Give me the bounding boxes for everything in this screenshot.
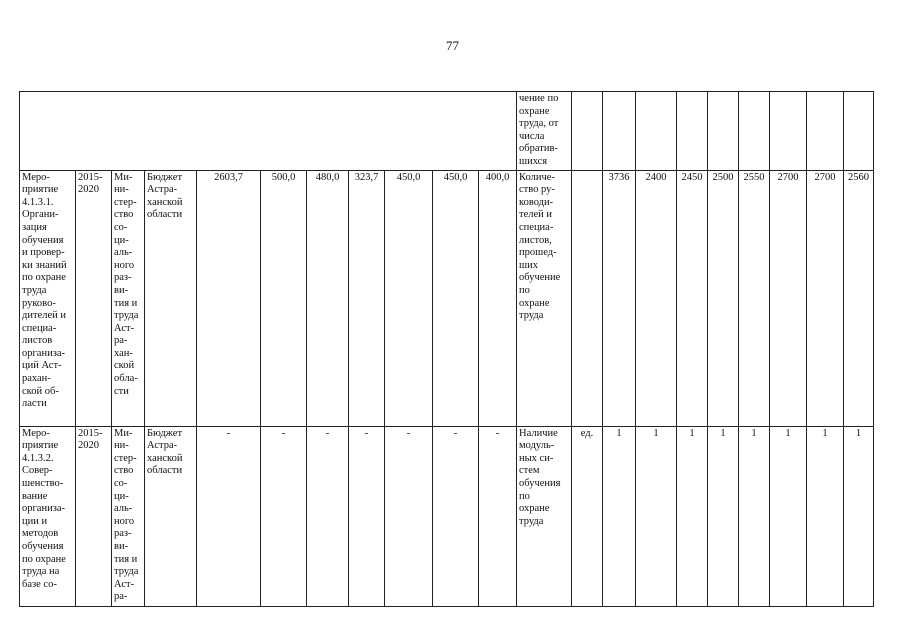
measure-cell: Меро- приятие 4.1.3.1. Органи- зация обучения и провер- ки знаний по охране труда руково- дителей и специа- листов организа- ций Аст- рахан- ской об- ласти [20, 170, 76, 426]
target-cell [603, 92, 636, 171]
target-cell: 2700 [770, 170, 807, 426]
target-cell: 1 [603, 426, 636, 606]
target-cell: 1 [807, 426, 844, 606]
source-cell: Бюджет Астра- ханской области [145, 170, 197, 426]
table-row [20, 170, 874, 426]
amount-cell: 450,0 [433, 170, 479, 426]
indicator-cell: Количе- ство ру- ководи- телей и специа- листов, прошед- ших обучение по охране труда [517, 170, 572, 426]
amount-cell: 450,0 [385, 170, 433, 426]
amount-cell: - [385, 426, 433, 606]
amount-cell: - [307, 426, 349, 606]
target-cell [739, 92, 770, 171]
target-cell: 1 [677, 426, 708, 606]
target-cell [677, 92, 708, 171]
page-number: 77 [446, 38, 459, 53]
amount-cell: - [349, 426, 385, 606]
source-cell: Бюджет Астра- ханской области [145, 426, 197, 606]
target-cell: 1 [844, 426, 874, 606]
amount-cell: - [479, 426, 517, 606]
target-cell [844, 92, 874, 171]
amount-cell: 323,7 [349, 170, 385, 426]
target-cell [636, 92, 677, 171]
amount-cell: 400,0 [479, 170, 517, 426]
period-cell: 2015- 2020 [76, 170, 112, 426]
target-cell: 3736 [603, 170, 636, 426]
target-cell [770, 92, 807, 171]
amount-cell: - [261, 426, 307, 606]
target-cell: 2450 [677, 170, 708, 426]
program-table [19, 91, 874, 607]
target-cell [807, 92, 844, 171]
unit-cell: ед. [572, 426, 603, 606]
target-cell: 2560 [844, 170, 874, 426]
target-cell: 1 [636, 426, 677, 606]
table-row [20, 426, 874, 606]
target-cell: 1 [739, 426, 770, 606]
amount-cell: 2603,7 [197, 170, 261, 426]
measure-cell: Меро- приятие 4.1.3.2. Совер- шенство- вание организа- ции и методов обучения по охране труда на базе со- [20, 426, 76, 606]
target-cell: 2400 [636, 170, 677, 426]
target-cell: 2500 [708, 170, 739, 426]
target-cell: 1 [770, 426, 807, 606]
executor-cell: Ми- ни- стер- ство со- ци- аль- ного раз- ви- тия и труда Аст- ра- [112, 426, 145, 606]
continuation-row [20, 92, 874, 171]
period-cell: 2015- 2020 [76, 426, 112, 606]
indicator-cell: чение по охране труда, от числа обратив- шихся [517, 92, 572, 171]
continuation-blank-cell [20, 92, 517, 171]
amount-cell: - [433, 426, 479, 606]
unit-cell [572, 92, 603, 171]
amount-cell: 480,0 [307, 170, 349, 426]
target-cell: 2700 [807, 170, 844, 426]
indicator-cell: Наличие модуль- ных си- стем обучения по охране труда [517, 426, 572, 606]
amount-cell: 500,0 [261, 170, 307, 426]
target-cell [708, 92, 739, 171]
amount-cell: - [197, 426, 261, 606]
executor-cell: Ми- ни- стер- ство со- ци- аль- ного раз- ви- тия и труда Аст- ра- хан- ской обла- сти [112, 170, 145, 426]
target-cell: 1 [708, 426, 739, 606]
target-cell: 2550 [739, 170, 770, 426]
unit-cell [572, 170, 603, 426]
